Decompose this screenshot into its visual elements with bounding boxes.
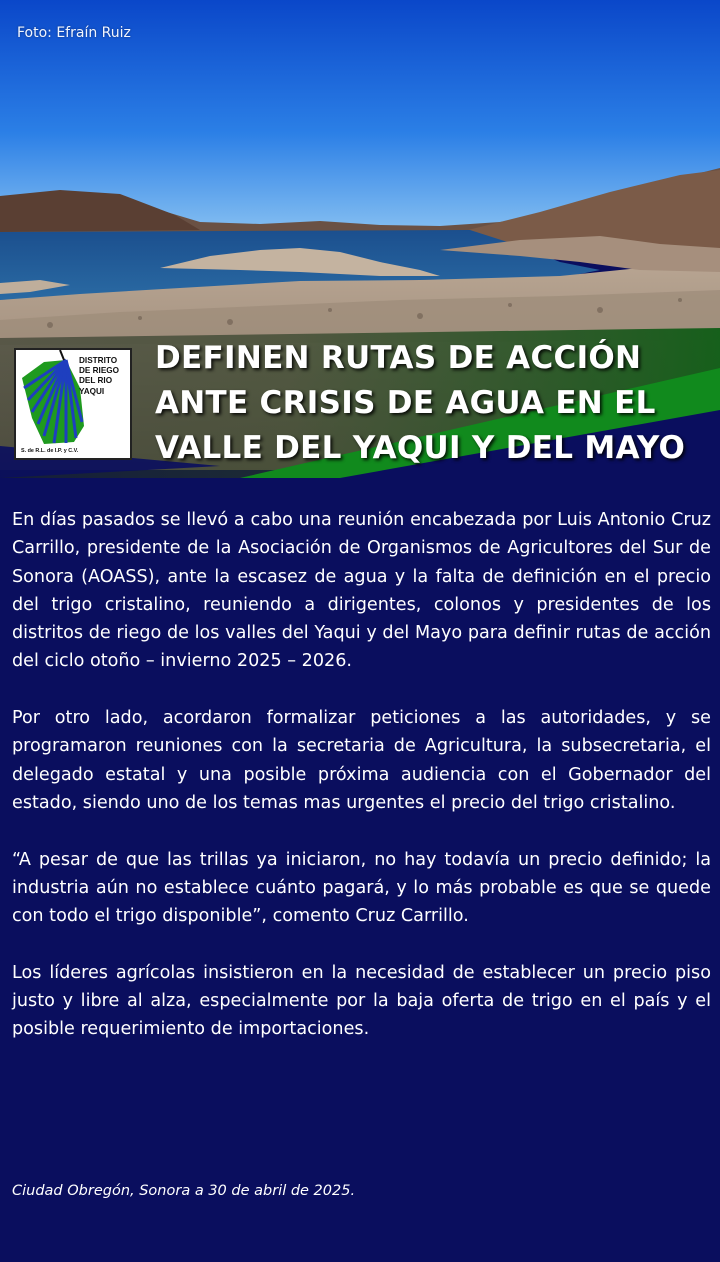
logo-line: YAQUI — [79, 386, 105, 396]
logo-footer: S. de R.L. de I.P. y C.V. — [21, 448, 79, 454]
logo-line: DISTRITO — [79, 356, 118, 365]
headline-line: VALLE DEL YAQUI Y DEL MAYO — [155, 430, 686, 466]
logo-line: DE RIEGO — [79, 366, 120, 376]
photo-credit: Foto: Efraín Ruiz — [17, 25, 131, 41]
headline-line: DEFINEN RUTAS DE ACCIÓN — [155, 340, 642, 376]
article-paragraph: Los líderes agrícolas insistieron en la necesidad de establecer un precio piso justo y libre al alza, especialmente por la baja oferta de trigo en el país y el posible requerimiento de importaciones. — [12, 962, 711, 1040]
article-paragraph: En días pasados se llevó a cabo una reunión encabezada por Luis Antonio Cruz Carrillo, presidente de la Asociación de Organismos de Agricultores del Sur de Sonora (AOASS), ante la escasez de agua y la falta de definición en el precio del trigo cristalino, reuniendo a dirigentes, colonos y presidentes de los distritos de riego de los valles del Yaqui y del Mayo para definir rutas de acción del ciclo otoño – invierno 2025 – 2026. — [12, 510, 711, 672]
article-paragraph: Por otro lado, acordaron formalizar peticiones a las autoridades, y se programaron reuniones con la secretaria de Agricultura, la subsecretaria, el delegado estatal y una posible próxima audiencia con el Gobernador del estado, siendo uno de los temas mas urgentes el precio del trigo cristalino. — [12, 708, 711, 813]
article-paragraph: “A pesar de que las trillas ya iniciaron, no hay todavía un precio definido; la industria aún no establece cuánto pagará, y lo más probable es que se quede con todo el trigo disponible”, comento Cruz Carrillo. — [12, 849, 711, 927]
logo-line: DEL RIO — [79, 376, 113, 386]
headline-line: ANTE CRISIS DE AGUA EN EL — [155, 385, 656, 421]
logo-wordmark — [79, 356, 125, 397]
dateline: Ciudad Obregón, Sonora a 30 de abril de 2025. — [12, 1183, 356, 1199]
article-body — [12, 506, 711, 1072]
headline — [155, 336, 715, 471]
distrito-riego-logo — [14, 348, 132, 460]
